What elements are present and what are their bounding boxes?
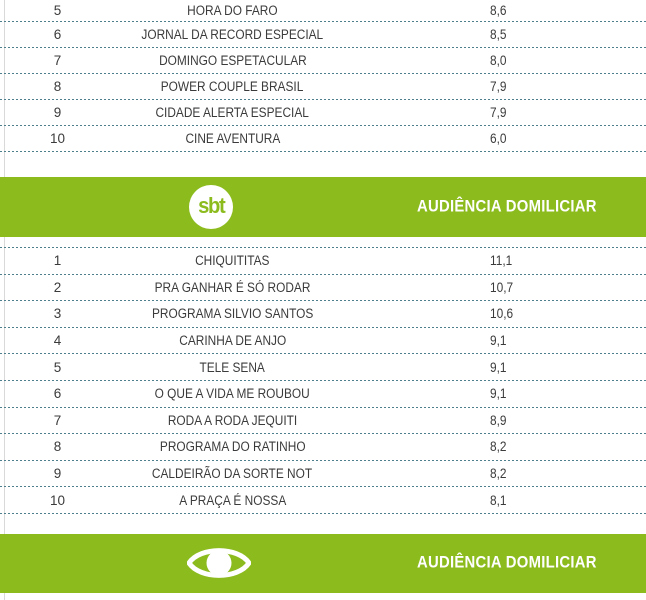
rank-cell: 2: [53, 279, 62, 295]
program-label: POWER COUPLE BRASIL: [161, 79, 304, 94]
rating-cell: [350, 386, 646, 401]
rating-cell: [350, 413, 646, 428]
program-cell: [115, 53, 350, 68]
table-row: [0, 48, 646, 73]
table-row: [0, 74, 646, 99]
program-cell: [115, 79, 350, 94]
rating-value: 9,1: [490, 359, 507, 375]
program-cell: [115, 131, 350, 146]
row-divider: [0, 151, 646, 152]
rating-value: 6,0: [490, 131, 507, 146]
table-row: [0, 434, 646, 460]
program-label: TELE SENA: [199, 359, 266, 375]
rating-value: 9,1: [490, 333, 507, 349]
table-row: [0, 487, 646, 513]
rating-cell: [350, 306, 646, 321]
rating-value: 8,5: [490, 27, 507, 42]
program-label: A PRAÇA É NOSSA: [179, 492, 286, 508]
program-label: O QUE A VIDA ME ROUBOU: [154, 386, 311, 402]
rating-value: 8,2: [490, 466, 507, 482]
table-row: [0, 461, 646, 487]
rating-cell: [350, 27, 646, 42]
rank-cell: 10: [49, 131, 66, 146]
rank-cell: 5: [53, 359, 62, 375]
program-label: HORA DO FARO: [187, 3, 278, 18]
table-row: [0, 328, 646, 354]
program-cell: [115, 360, 350, 375]
rating-cell: [350, 360, 646, 375]
program-cell: [115, 333, 350, 348]
table-row: [0, 0, 646, 21]
rank-cell: 10: [49, 492, 66, 508]
rating-cell: [350, 439, 646, 454]
rating-cell: [350, 253, 646, 268]
section-title: AUDIÊNCIA DOMILICIAR: [417, 553, 597, 572]
rating-value: 10,7: [490, 279, 514, 295]
program-label: CINE AVENTURA: [185, 131, 280, 146]
rating-value: 8,2: [490, 439, 507, 455]
rank-cell: 4: [53, 333, 62, 349]
rating-value: 11,1: [490, 253, 513, 269]
sbt-logo: [189, 185, 233, 229]
table-row: [0, 408, 646, 434]
spacer: [0, 152, 646, 177]
rating-cell: [350, 280, 646, 295]
table-row: [0, 126, 646, 151]
rating-cell: [350, 3, 646, 18]
band-eye-icon: [187, 543, 251, 583]
rating-cell: [350, 79, 646, 94]
program-cell: [115, 493, 350, 508]
rank-cell: 7: [53, 412, 62, 428]
rating-value: 8,6: [490, 3, 507, 18]
program-label: DOMINGO ESPETACULAR: [158, 53, 307, 68]
program-cell: [115, 466, 350, 481]
rating-cell: [350, 131, 646, 146]
rank-cell: 1: [53, 253, 62, 269]
program-label: PRA GANHAR É SÓ RODAR: [154, 279, 311, 295]
section-title: AUDIÊNCIA DOMILICIAR: [417, 197, 597, 216]
table-row: [0, 275, 646, 301]
program-cell: [115, 439, 350, 454]
program-label: JORNAL DA RECORD ESPECIAL: [141, 27, 324, 42]
program-cell: [115, 386, 350, 401]
program-cell: [115, 413, 350, 428]
rank-cell: 9: [53, 466, 62, 482]
rating-value: 7,9: [490, 105, 507, 120]
rating-cell: [350, 105, 646, 120]
program-cell: [115, 280, 350, 295]
rank-cell: 8: [53, 79, 62, 94]
rank-cell: 6: [53, 27, 62, 42]
table-row: [0, 381, 646, 407]
spacer: [0, 237, 646, 247]
rating-value: 8,9: [490, 412, 507, 428]
rating-cell: [350, 466, 646, 481]
rating-cell: [350, 493, 646, 508]
table-row: [0, 248, 646, 274]
rating-cell: [350, 333, 646, 348]
row-divider: [0, 513, 646, 514]
rating-cell: [350, 53, 646, 68]
rating-value: 10,6: [490, 306, 514, 322]
rank-cell: 3: [53, 306, 62, 322]
program-label: CIDADE ALERTA ESPECIAL: [155, 105, 310, 120]
table-row: [0, 301, 646, 327]
table-row: [0, 100, 646, 125]
rank-cell: 8: [53, 439, 62, 455]
rating-value: 9,1: [490, 386, 507, 402]
rating-value: 8,0: [490, 53, 507, 68]
program-label: CARINHA DE ANJO: [179, 333, 286, 349]
program-label: CALDEIRÃO DA SORTE NOT: [152, 466, 313, 482]
rating-value: 7,9: [490, 79, 507, 94]
table-row: [0, 22, 646, 47]
top-ratings-table: [0, 0, 646, 152]
sbt-logo-text: sbt: [197, 193, 225, 218]
program-cell: [115, 27, 350, 42]
rank-cell: 7: [53, 53, 62, 68]
rank-cell: 5: [53, 3, 62, 18]
sbt-section-header: [0, 177, 646, 237]
rating-value: 8,1: [490, 492, 507, 508]
program-label: PROGRAMA SILVIO SANTOS: [151, 306, 314, 322]
band-section-header: [0, 534, 646, 593]
spacer: [0, 514, 646, 534]
program-cell: [115, 306, 350, 321]
program-cell: [115, 3, 350, 18]
program-label: RODA A RODA JEQUITI: [167, 412, 298, 428]
program-label: PROGRAMA DO RATINHO: [159, 439, 306, 455]
rank-cell: 6: [53, 386, 62, 402]
sbt-ratings-table: [0, 247, 646, 514]
program-label: CHIQUITITAS: [195, 253, 270, 269]
table-row: [0, 354, 646, 380]
program-cell: [115, 253, 350, 268]
program-cell: [115, 105, 350, 120]
rank-cell: 9: [53, 105, 62, 120]
